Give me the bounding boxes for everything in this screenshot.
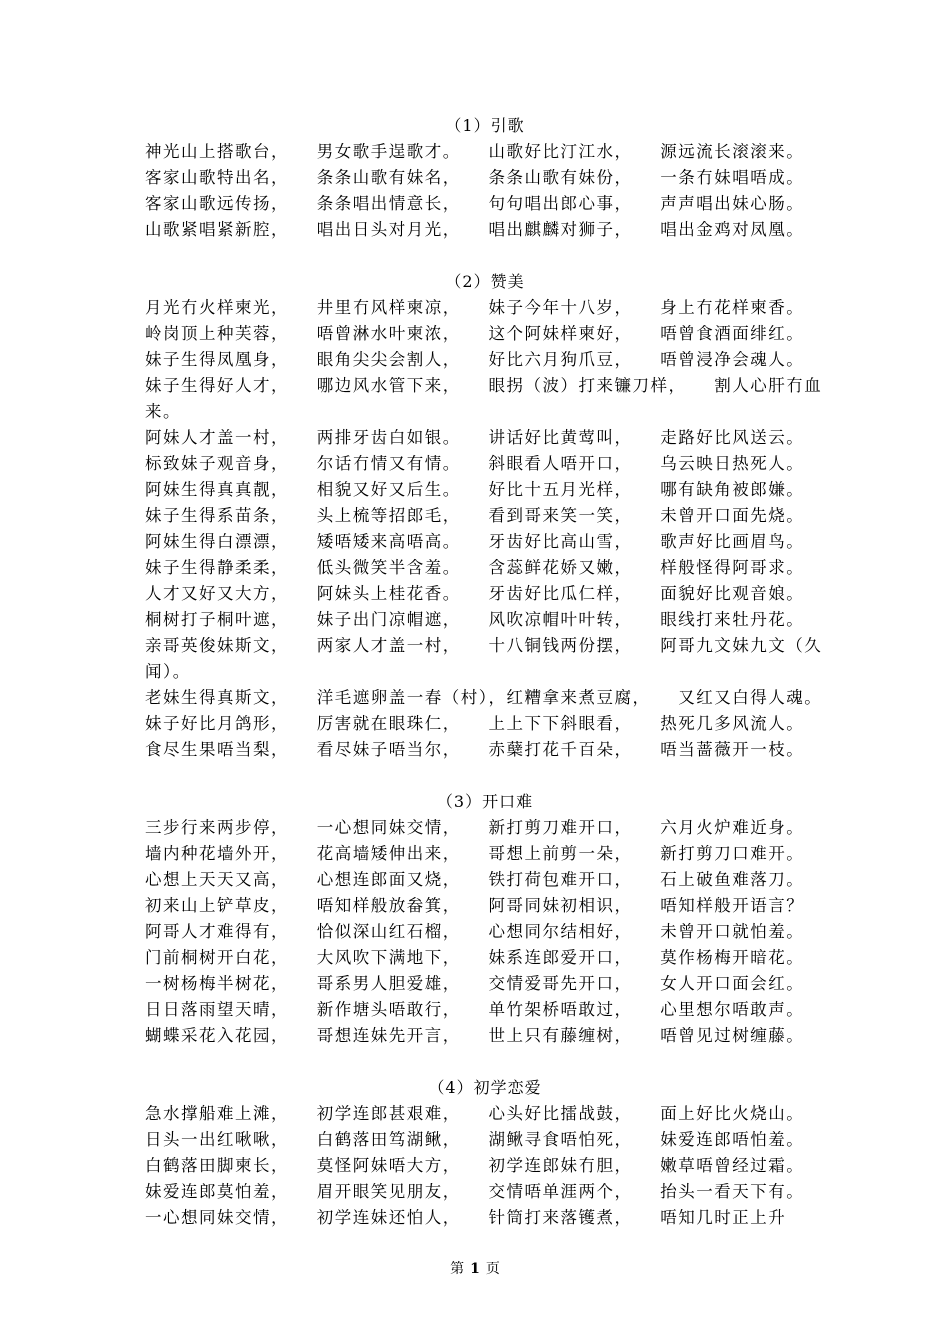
- section-2: [145, 269, 825, 763]
- verse-line: 神光山上搭歌台， 男女歌手逞歌才。 山歌好比汀江水， 源远流长滚滚来。: [145, 142, 805, 161]
- section-spacer: [145, 763, 825, 789]
- document-body: [145, 113, 825, 1231]
- verse-line: 阿哥人才难得有， 恰似深山红石榴， 心想同尔结相好， 未曾开口就怕羞。: [145, 922, 805, 941]
- verse-line: 妹子生得凤凰身， 眼角尖尖会割人， 好比六月狗爪豆， 唔曾浸净会魂人。: [145, 350, 805, 369]
- verse-line: 一树杨梅半树花， 哥系男人胆爱雄， 交情爱哥先开口， 女人开口面会红。: [145, 974, 805, 993]
- verse-line: 妹子生得好人才， 哪边风水管下来， 眼拐（波）打来镰刀样， 割人心肝冇血来。: [145, 376, 823, 421]
- section-title: （3）开口难: [436, 792, 534, 811]
- verse-line: 日头一出红啾啾， 白鹤落田笃湖鳅， 湖鳅寻食唔怕死， 妹爱连郎唔怕羞。: [145, 1130, 805, 1149]
- verse-line: 标致妹子观音身， 尔话冇情又有情。 斜眼看人唔开口， 乌云映日热死人。: [145, 454, 805, 473]
- page-number-value: 1: [470, 1261, 480, 1277]
- section-title: （2）赞美: [445, 272, 525, 291]
- verse-line: 月光冇火样柬光， 井里冇风样柬凉， 妹子今年十八岁， 身上冇花样柬香。: [145, 298, 805, 317]
- section-title: （1）引歌: [445, 116, 525, 135]
- verse-line: 客家山歌远传扬， 条条唱出情意长， 句句唱出郎心事， 声声唱出妹心肠。: [145, 194, 805, 213]
- section-1: [145, 113, 825, 243]
- verse-line: 桐树打子桐叶遮， 妹子出门凉帽遮， 风吹凉帽叶叶转， 眼线打来牡丹花。: [145, 610, 805, 629]
- page-number-suffix: 页: [485, 1261, 500, 1277]
- verse-line: 门前桐树开白花， 大风吹下满地下， 妹系连郎爱开口， 莫作杨梅开暗花。: [145, 948, 805, 967]
- verse-line: 阿妹生得白漂漂， 矮唔矮来高唔高。 牙齿好比高山雪， 歌声好比画眉鸟。: [145, 532, 805, 551]
- verse-line: 食尽生果唔当梨， 看尽妹子唔当尔， 赤蘖打花千百朵， 唔当蔷薇开一枝。: [145, 740, 805, 759]
- verse-line: 蝴蝶采花入花园， 哥想连妹先开言， 世上只有藤缠树， 唔曾见过树缠藤。: [145, 1026, 805, 1045]
- verse-line: 岭岗顶上种芙蓉， 唔曾淋水叶柬浓， 这个阿妹样柬好， 唔曾食酒面绯红。: [145, 324, 805, 343]
- section-4: [145, 1075, 825, 1231]
- verse-line: 阿妹生得真真靓， 相貌又好又后生。 好比十五月光样， 哪有缺角被郎嫌。: [145, 480, 805, 499]
- verse-line: 墙内种花墙外开， 花高墙矮伸出来， 哥想上前剪一朵， 新打剪刀口难开。: [145, 844, 805, 863]
- verse-line: 妹爱连郎莫怕羞， 眉开眼笑见朋友， 交情唔单涯两个， 抬头一看天下有。: [145, 1182, 805, 1201]
- verse-line: 妹子好比月鸽形， 厉害就在眼珠仁， 上上下下斜眼看， 热死几多风流人。: [145, 714, 805, 733]
- section-3: [145, 789, 825, 1049]
- verse-line: 山歌紧唱紧新腔， 唱出日头对月光， 唱出麒麟对狮子， 唱出金鸡对凤凰。: [145, 220, 805, 239]
- verse-line: 心想上天天又高， 心想连郎面又烧， 铁打荷包难开口， 石上破鱼难落刀。: [145, 870, 805, 889]
- verse-line: 三步行来两步停， 一心想同妹交情， 新打剪刀难开口， 六月火炉难近身。: [145, 818, 805, 837]
- section-spacer: [145, 1049, 825, 1075]
- verse-line: 日日落雨望天晴， 新作塘头唔敢行， 单竹架桥唔敢过， 心里想尔唔敢声。: [145, 1000, 805, 1019]
- verse-line: 白鹤落田脚柬长， 莫怪阿妹唔大方， 初学连郎妹冇胆， 嫩草唔曾经过霜。: [145, 1156, 805, 1175]
- page-number-prefix: 第: [450, 1261, 465, 1277]
- verse-line: 人才又好又大方， 阿妹头上桂花香。 牙齿好比瓜仁样， 面貌好比观音娘。: [145, 584, 805, 603]
- section-title: （4）初学恋爱: [428, 1078, 542, 1097]
- verse-line: 初来山上铲草皮， 唔知样般放畚箕， 阿哥同妹初相识， 唔知样般开语言？: [145, 896, 805, 915]
- section-spacer: [145, 243, 825, 269]
- verse-line: 妹子生得静柔柔， 低头微笑半含羞。 含蕊鲜花娇又嫩， 样般怪得阿哥求。: [145, 558, 805, 577]
- verse-line: 妹子生得系苗条， 头上梳等招郎毛， 看到哥来笑一笑， 未曾开口面先烧。: [145, 506, 805, 525]
- verse-line: 急水撑船难上滩， 初学连郎甚艰难， 心头好比擂战鼓， 面上好比火烧山。: [145, 1104, 805, 1123]
- page-number: [0, 1258, 950, 1278]
- verse-line: 阿妹人才盖一村， 两排牙齿白如银。 讲话好比黄莺叫， 走路好比风送云。: [145, 428, 805, 447]
- verse-line: 客家山歌特出名， 条条山歌有妹名， 条条山歌有妹份， 一条冇妹唱唔成。: [145, 168, 805, 187]
- verse-line: 亲哥英俊妹斯文， 两家人才盖一村， 十八铜钱两份摆， 阿哥九文妹九文（久闻）。: [145, 636, 823, 681]
- verse-line: 一心想同妹交情， 初学连妹还怕人， 针筒打来落镬煮， 唔知几时正上升: [145, 1208, 787, 1227]
- verse-line: 老妹生得真斯文， 洋毛遮卵盖一春（村），红糟拿来煮豆腐， 又红又白得人魂。: [145, 688, 823, 707]
